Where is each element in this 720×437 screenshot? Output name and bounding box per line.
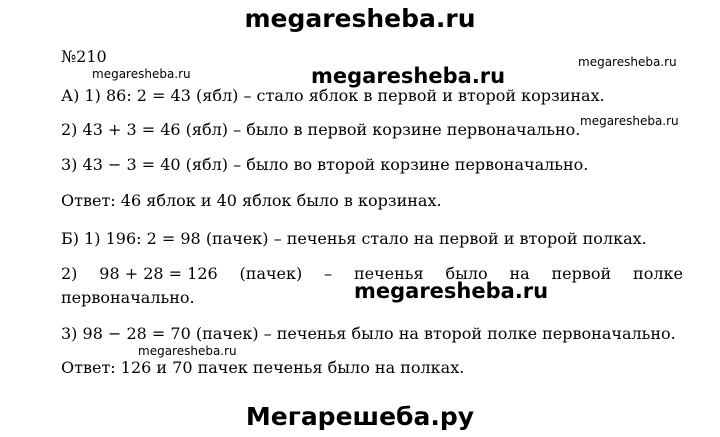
solution-b-step-2-word: 2): [61, 264, 78, 283]
solution-b-step-3: 3) 98 − 28 = 70 (пачек) – печенья было на второй полке первоначально.: [61, 324, 676, 343]
solution-b-step-2-word: на: [509, 264, 530, 283]
watermark-small: megaresheba.ru: [138, 344, 237, 358]
solution-b-step-2-continued: первоначально.: [61, 288, 195, 307]
task-number: №210: [61, 47, 107, 66]
solution-b-answer: Ответ: 126 и 70 пачек печенья было на полках.: [61, 358, 465, 377]
watermark-large: megaresheba.ru: [311, 64, 506, 88]
site-footer-brand: Мегарешеба.ру: [245, 402, 475, 431]
solution-b-step-2-word: печенья: [353, 264, 424, 283]
solution-a-answer: Ответ: 46 яблок и 40 яблок было в корзинах.: [61, 191, 442, 210]
solution-a-step-3: 3) 43 − 3 = 40 (ябл) – было во второй корзине первоначально.: [61, 155, 589, 174]
site-header: megaresheba.ru: [244, 4, 476, 33]
watermark-small: megaresheba.ru: [92, 67, 191, 81]
solution-b-step-2-word: (пачек): [239, 264, 303, 283]
solution-a-step-2: 2) 43 + 3 = 46 (ябл) – было в первой корзине первоначально.: [61, 120, 581, 139]
watermark-small: megaresheba.ru: [580, 114, 679, 128]
solution-b-step-2-word: 98 + 28 = 126: [99, 264, 218, 283]
solution-a-step-1: А) 1) 86: 2 = 43 (ябл) – стало яблок в первой и второй корзинах.: [61, 86, 605, 105]
solution-b-step-2-word: первой: [551, 264, 612, 283]
solution-b-step-2-word: полке: [633, 264, 683, 283]
solution-b-step-2-word: –: [324, 264, 333, 283]
solution-b-step-1: Б) 1) 196: 2 = 98 (пачек) – печенья стало на первой и второй полках.: [61, 229, 647, 248]
solution-b-step-2-word: было: [445, 264, 488, 283]
watermark-large: megaresheba.ru: [354, 279, 549, 303]
watermark-small: megaresheba.ru: [578, 55, 677, 69]
